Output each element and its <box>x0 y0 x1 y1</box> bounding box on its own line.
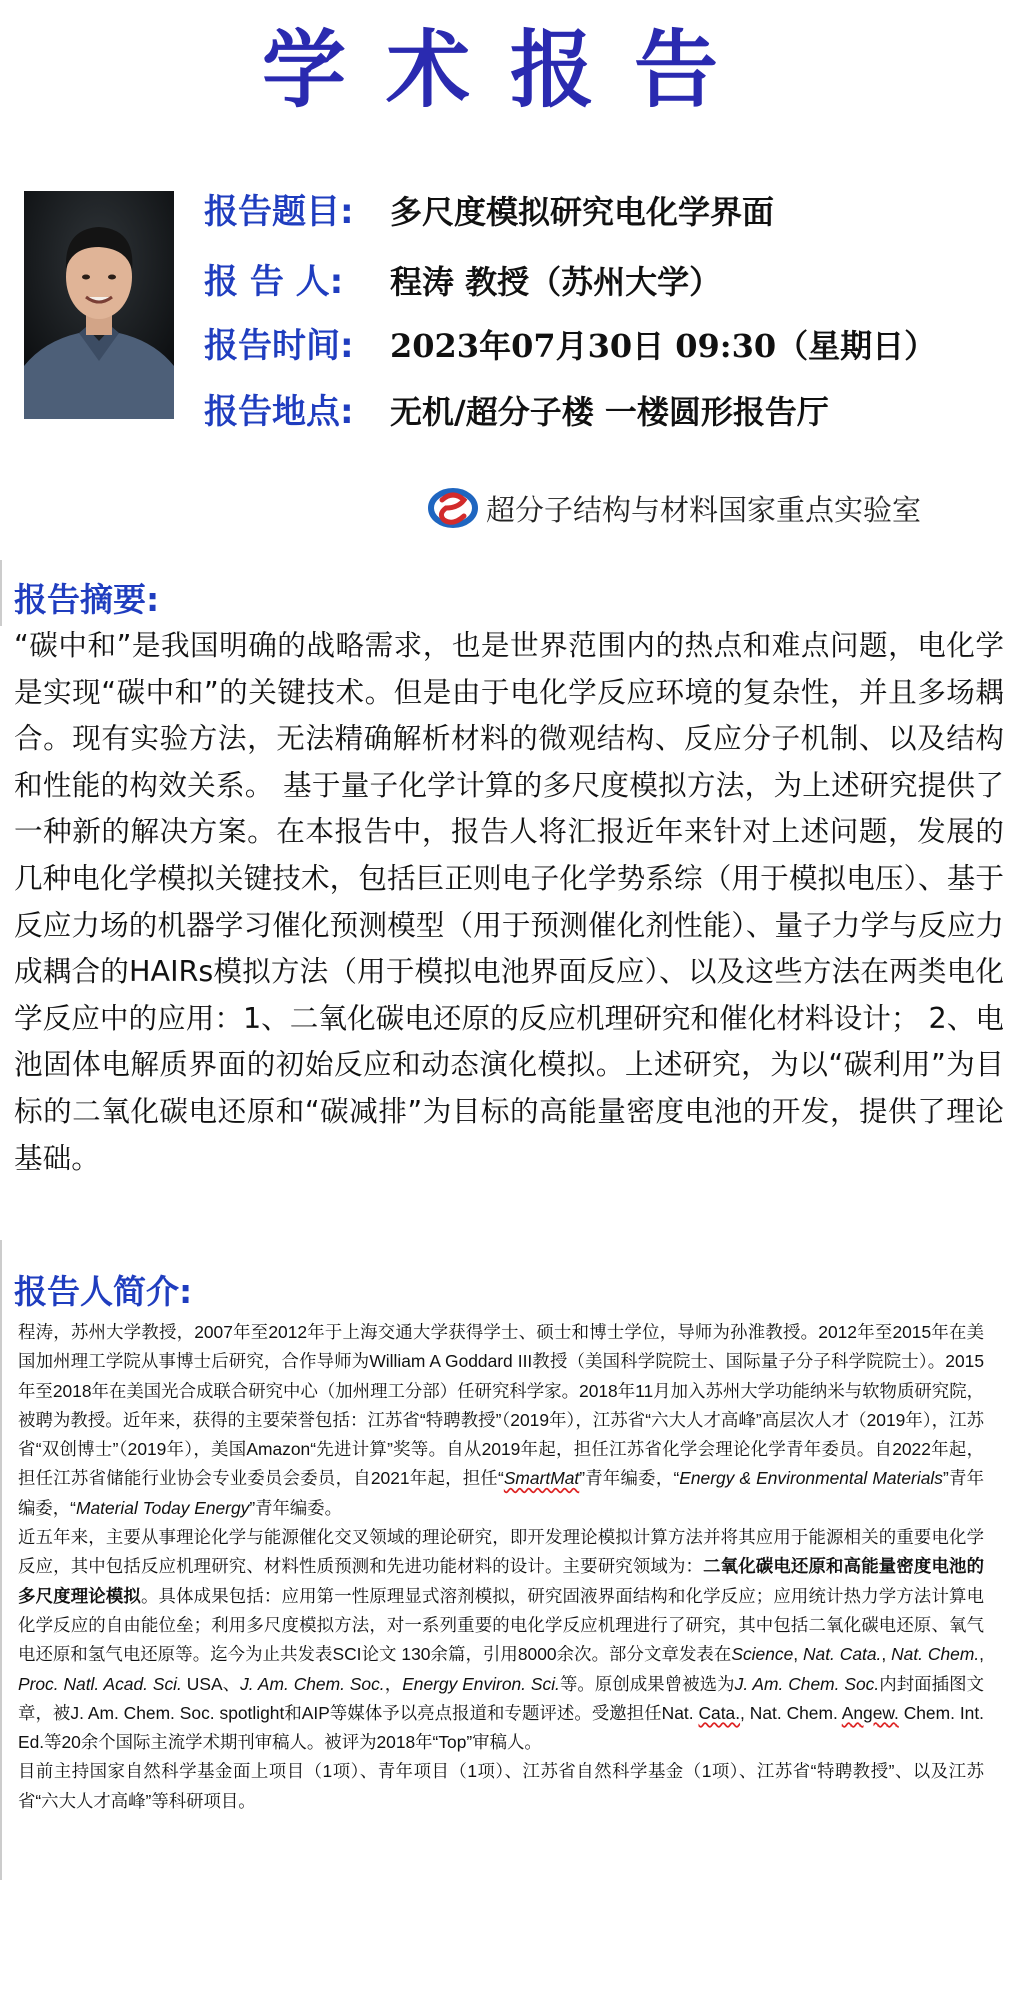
lab-name: 超分子结构与材料国家重点实验室 <box>486 492 922 527</box>
time-label: 报告时间: <box>204 326 354 366</box>
organizer <box>428 482 921 534</box>
speaker-portrait <box>24 191 174 419</box>
abstract-heading: 报告摘要: <box>14 580 160 619</box>
page-title: 学术报告 <box>261 21 758 119</box>
speaker-value: 程涛 教授（苏州大学） <box>390 263 722 301</box>
venue-label: 报告地点: <box>204 392 354 432</box>
abstract-text: “碳中和”是我国明确的战略需求，也是世界范围内的热点和难点问题，电化学是实现“碳中和”的关键技术。但是由于电化学反应环境的复杂性，并且多场耦合。现有实验方法，无法精确解析材料的微观结构、反应分子机制、以及结构和性能的构效关系。 基于量子化学计算的多尺度模拟方法，为上述研究提供了一种新的解决方案。在本报告中，报告人将汇报近年来针对上述问题，发展的几种电化学模拟关键技术，包括巨正则电子化学势系综（用于模拟电压）、基于反应力场的机器学习催化预测模型（用于预测催化剂性能）、量子力学与反应力成耦合的HAIRs模拟方法（用于模拟电池界面反应）、以及这些方法在两类电化学反应中的应用：1、二氧化碳电还原的反应机理研究和催化材料设计； 2、电池固体电解质界面的初始反应和动态演化模拟。上述研究，为以“碳利用”为目标的二氧化碳电还原和“碳减排”为目标的高能量密度电池的开发，提供了理论基础。 <box>14 628 1004 1175</box>
time-value: 2023年07月30日 09:30（星期日） <box>390 327 937 365</box>
bio-paragraph-1: 程涛，苏州大学教授，2007年至2012年于上海交通大学获得学士、硕士和博士学位，导师为孙淮教授。2012年至2015年在美国加州理工学院从事博士后研究，合作导师为William A Goddard III教授（美国科学院院士、国际量子分子科学院院士）。2015年至2018年在美国光合成联合研究中心（加州理工分部）任研究科学家。2018年11月加入苏州大学功能纳米与软物质研究院，被聘为教授。近年来，获得的主要荣誉包括：江苏省“特聘教授”（2019年），江苏省“六大人才高峰”高层次人才（2019年），江苏省“双创博士”（2019年），美国Amazon“先进计算”奖等。自从2019年起，担任江苏省化学会理论化学青年委员。自2022年起，担任江苏省储能行业协会专业委员会委员，自2021年起，担任“SmartMat”青年编委，“Energy & Environmental Materials”青年编委，“Material Today Energy”青年编委。 <box>18 1322 985 1518</box>
speaker-row <box>204 254 721 306</box>
speaker-label: 报 告 人: <box>204 262 344 302</box>
abstract-divider <box>0 560 2 626</box>
bio-paragraph-2: 近五年来，主要从事理论化学与能源催化交叉领域的理论研究，即开发理论模拟计算方法并将其应用于能源相关的重要电化学反应，其中包括反应机理研究、材料性质预测和先进功能材料的设计。主要研究领域为：二氧化碳电还原和高能量密度电池的多尺度理论模拟。具体成果包括：应用第一性原理显式溶剂模拟，研究固液界面结构和化学反应；应用统计热力学方法计算电化学反应的自由能位垒；利用多尺度模拟方法，对一系列重要的电化学反应机理进行了研究，其中包括二氧化碳电还原、氧气电还原和氢气电还原等。迄今为止共发表SCI论文 130余篇，引用8000余次。部分文章发表在Science, Nat. Cata., Nat. Chem., Proc. Natl. Acad. Sci. USA、J. Am. Chem. Soc.，Energy Environ. Sci.等。原创成果曾被选为J. Am. Chem. Soc.内封面插图文章，被J. Am. Chem. Soc. spotlight和AIP等媒体予以亮点报道和专题评述。受邀担任Nat. Cata., Nat. Chem. Angew. Chem. Int. Ed.等20余个国际主流学术期刊审稿人。被评为2018年“Top”审稿人。 <box>18 1527 984 1753</box>
topic-value: 多尺度模拟研究电化学界面 <box>390 193 775 231</box>
bio-text <box>18 1318 984 1816</box>
bio-divider <box>0 1240 2 1880</box>
time-row <box>204 318 936 370</box>
topic-row <box>204 184 774 236</box>
lab-logo-icon <box>428 486 478 530</box>
topic-label: 报告题目: <box>204 192 354 232</box>
bio-paragraph-3: 目前主持国家自然科学基金面上项目（1项）、青年项目（1项）、江苏省自然科学基金（1项）、江苏省“特聘教授”、以及江苏省“六大人才高峰”等科研项目。 <box>18 1761 984 1811</box>
bio-heading: 报告人简介: <box>14 1272 193 1311</box>
venue-value: 无机/超分子楼 一楼圆形报告厅 <box>390 393 829 431</box>
venue-row <box>204 384 829 436</box>
